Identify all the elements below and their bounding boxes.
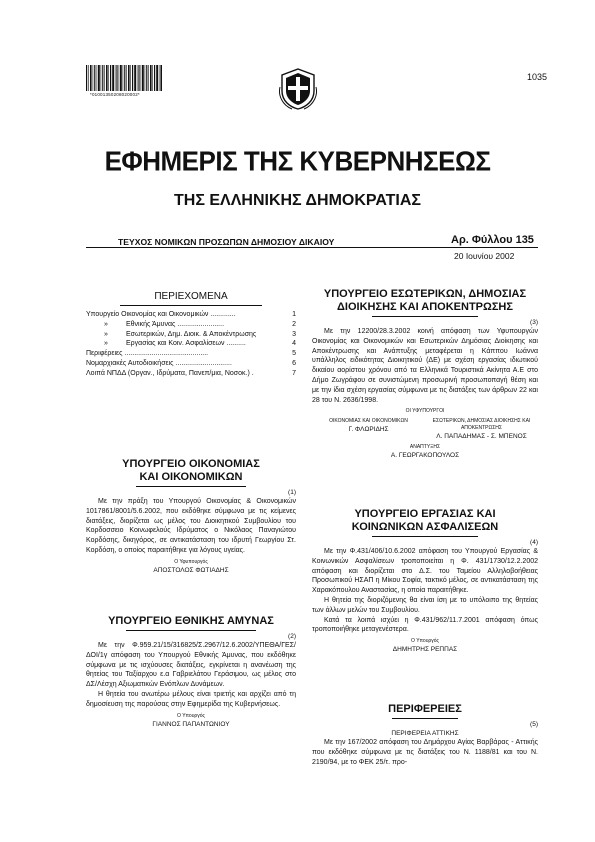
toc-item-label: Εθνικής Άμυνας ........................ [126,320,225,328]
decision-text: Η θητεία του ανωτέρω μέλους είναι τριετής και αρχίζει από τη δημοσίευση της παρούσας στην Εφημερίδα της Κυβερνήσεως. [86,690,296,708]
signatory-title: Ο Υφυπουργός [174,558,208,565]
section-economy [86,458,296,575]
page-number: 1035 [526,72,547,82]
signatory-title: Ο Υπουργός [411,638,439,645]
section-title: ΠΕΡΙΦΕΡΕΙΕΣ [388,703,462,715]
issue-date: 20 Ιουνίου 2002 [454,251,515,261]
toc-item-label: Εργασίας και Κοιν. Ασφαλίσεων .......... [126,340,246,348]
signatory-title: ΑΝΑΠΤΥΞΗΣ [409,444,441,451]
signatory-title: ΟΙ ΥΦΥΠΟΥΡΓΟΙ [405,408,445,415]
toc-item[interactable] [86,369,296,379]
signatory-columns [312,418,538,441]
issue-type: ΤΕΥΧΟΣ ΝΟΜΙΚΩΝ ΠΡΟΣΩΠΩΝ ΔΗΜΟΣΙΟΥ ΔΙΚΑΙΟΥ [118,237,335,247]
toc-item-label: Οικονομίας και Οικονομικών ............. [121,311,236,318]
toc-item-label: Εσωτερικών, Δημ. Διοικ. & Αποκέντρωσης [126,330,257,338]
section-labour [312,508,538,654]
table-of-contents [86,290,296,379]
decision-text: Με την Φ.431/406/10.6.2002 απόφαση του Υπουργού Εργασίας & Κοινωνικών Ασφαλίσεων τροποποιείται η Φ. 431/1730/12.2.2002 απόφαση και διορίζεται στο Δ.Σ. του Ταμείου Αλληλοβοήθειας Προσωπικού ΗΣΑΠ η Μίκου Σοφία, τακτικό μέλος, σε αντικατάσταση της Χαρακόπουλου Αναστασίας, η οποία παραιτήθηκε. [312,548,538,595]
coat-of-arms-icon [278,67,318,111]
section-defence [86,615,296,729]
toc-item-page: 2 [292,320,296,328]
barcode-number: *01001350208020002* [90,92,140,97]
toc-item[interactable] [86,310,296,320]
decision-text: Με την 12200/28.3.2002 κοινή απόφαση των Υφυπουργών Οικονομίας και Οικονομικών και Εσωτερικών Δημόσιας Διοίκησης και Αποκέντρωσης και Ανάπτυξης μεταφέρεται η Κάππου Ιωάννα υπάλληλος ειδικότητας Διοικητικού (ΔΕ) με σχέση εργασίας ιδιωτικού δικαίου αορίστου χρόνου από τα Ελληνικά Τουριστικά Ακίνητα Α.Ε στο Δήμο Ζωγράφου σε συνιστώμενη προσωρινή προσωποπαγή θέση και με την ίδια σχέση εργασίας σύμφωνα με τις διατάξεις των άρθρων 22 και 28 του Ν. 2636/1998. [312,328,538,404]
toc-item-page: 3 [292,330,296,338]
toc-item[interactable] [86,339,296,349]
gazette-title: ΕΦΗΜΕΡΙΣ ΤΗΣ ΚΥΒΕΡΝΗΣΕΩΣ [104,145,491,177]
decision-number: (4) [530,539,538,546]
section-divider [136,486,246,487]
decision-number: (3) [530,319,538,326]
signatory-name: ΑΠΟΣΤΟΛΟΣ ΦΩΤΙΑΔΗΣ [153,566,229,574]
decision-text: Κατά τα λοιπά ισχύει η Φ.431/962/11.7.2001 απόφαση όπως τροποποιήθηκε μεταγενέστερα. [312,616,538,634]
toc-heading: ΠΕΡΙΕΧΟΜΕΝΑ [154,291,228,302]
toc-item-prefix: » [104,330,108,338]
toc-item-label: Λοιπά ΝΠΔΔ (Οργαν., Ιδρύματα, Πανεπ/μια, Νοσοκ.) . [86,369,254,377]
barcode [86,65,162,91]
toc-item-prefix: » [104,340,108,348]
decision-number: (5) [530,721,538,728]
toc-item-page: 1 [292,311,296,318]
toc-item-page: 7 [292,369,296,377]
section-divider [126,630,256,631]
toc-item-prefix: Υπουργείο [86,311,120,318]
toc-item[interactable] [86,330,296,340]
signatory-name: Α. ΓΕΩΡΓΑΚΟΠΟΥΛΟΣ [390,452,460,460]
signatory-column: ΟΙΚΟΝΟΜΙΑΣ ΚΑΙ ΟΙΚΟΝΟΜΙΚΩΝ Γ. ΦΛΩΡΙΔΗΣ [329,418,408,434]
decision-number: (2) [288,633,296,640]
decision-text: Με την πράξη του Υπουργού Οικονομίας & Οικονομικών 1017861/8001/5.6.2002, που εκδόθηκε σύμφωνα με τις κείμενες διατάξεις, διορίζεται ως μέλος του Διοικητικού Συμβουλίου του Κορδοσσειο Κοινωφελούς Ιδρύματος ο Νικόλαος Παναγιώτου Κορδόσης, δικηγόρος, σε αντικατάσταση του ιδρυτή Γεωργίου Στ. Κορδόση, ο οποίος παραιτήθηκε για λόγους υγείας. [86,498,296,554]
signatory-column: ΕΣΩΤΕΡΙΚΩΝ, ΔΗΜΟΣΙΑΣ ΔΙΟΙΚΗΣΗΣ ΚΑΙ ΑΠΟΚΕΝΤΡΩΣΗΣ Λ. ΠΑΠΑΔΗΜΑΣ - Σ. ΜΠΕΝΟΣ [432,418,531,441]
section-interior [312,288,538,460]
decision-text: Με την Φ.959.21/15/316825/Σ.2967/12.6.2002/ΥΠΕΘΑ/ΓΕΣ/ΔΟΙ/1γ απόφαση του Υπουργού Εθνικής Άμυνας, που εκδόθηκε σύμφωνα με τις ισχύουσες διατάξεις, εγκρίνεται η ανανέωση της θητείας του Ταξίαρχου ε.α Γαβριελάτου Γεράσιμου, ως μέλος στο ΔΣ/Λέσχη Αξιωματικών Ενόπλων Δυνάμεων. [86,642,296,689]
decision-number: (1) [288,489,296,496]
toc-item-prefix: » [104,320,108,328]
issue-number: Αρ. Φύλλου 135 [451,234,534,246]
section-title: ΥΠΟΥΡΓΕΙΟ ΕΡΓΑΣΙΑΣ ΚΑΙ ΚΟΙΝΩΝΙΚΩΝ ΑΣΦΑΛΙΣΕΩΝ [351,508,499,533]
section-divider [372,316,478,317]
section-divider [372,536,478,537]
toc-item[interactable] [86,359,296,369]
signatory-name: ΔΗΜΗΤΡΗΣ ΡΕΠΠΑΣ [392,646,458,654]
signatory-title: Ο Υπουργός [177,712,205,719]
section-regions [312,703,538,767]
decision-text: Η θητεία της διοριζόμενης θα είναι ίση με το υπόλοιπο της θητείας των άλλων μελών του Συμβουλίου. [312,596,538,614]
section-title: ΥΠΟΥΡΓΕΙΟ ΕΣΩΤΕΡΙΚΩΝ, ΔΗΜΟΣΙΑΣ ΔΙΟΙΚΗΣΗΣ ΚΑΙ ΑΠΟΚΕΝΤΡΩΣΗΣ [323,288,527,313]
toc-item[interactable] [86,320,296,330]
section-title: ΥΠΟΥΡΓΕΙΟ ΟΙΚΟΝΟΜΙΑΣ ΚΑΙ ΟΙΚΟΝΟΜΙΚΩΝ [122,458,260,483]
section-title: ΥΠΟΥΡΓΕΙΟ ΕΘΝΙΚΗΣ ΑΜΥΝΑΣ [108,615,274,627]
header-divider [86,247,538,248]
region-subheading: ΠΕΡΙΦΕΡΕΙΑ ΑΤΤΙΚΗΣ [391,730,459,737]
toc-item[interactable] [86,349,296,359]
toc-item-label: Περιφέρειες ........................................... [86,350,209,358]
decision-text: Με την 167/2002 απόφαση του Δημάρχου Αγίας Βαρβάρας - Αττικής που εκδόθηκε σύμφωνα με τις διατάξεις του Ν. 1188/81 και του Ν. 2190/94, με το ΦΕΚ 25/τ. προ- [312,739,538,766]
signatory-name: ΓΙΑΝΝΟΣ ΠΑΠΑΝΤΩΝΙΟΥ [152,720,230,728]
toc-item-label: Νομαρχιακές Αυτοδιοικήσεις ............................. [86,359,232,367]
gazette-subtitle: ΤΗΣ ΕΛΛΗΝΙΚΗΣ ΔΗΜΟΚΡΑΤΙΑΣ [174,192,421,209]
section-divider [392,718,458,719]
toc-item-page: 4 [292,340,296,348]
toc-item-page: 5 [292,350,296,358]
toc-divider [120,305,262,306]
toc-item-page: 6 [292,359,296,367]
